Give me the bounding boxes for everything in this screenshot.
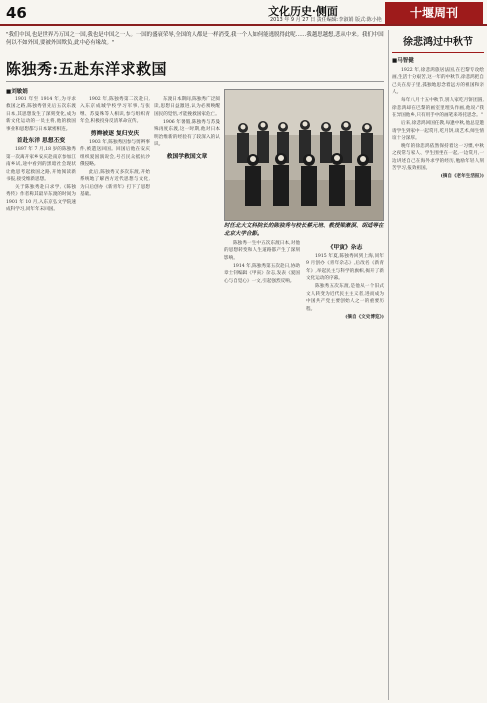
article-column-4 [224,240,300,696]
article-byline: ■刘敏娟 [6,89,28,95]
subhead: 剪辫被逐 复归安庆 [90,130,140,137]
paragraph: 陈独秀五次东渡,是他从一个旧式文人转变为近代民主主义者,进而成为中国共产党主要创始人之一的重要历程。 [306,284,384,312]
paragraph: 关于陈独秀赴日求学,《陈独秀传》作者称其最早东渡的时间为 1901 年 10 月,入东京弘文学院速成科学习,同年年末回国。 [6,184,76,213]
paragraph: 后来,徐悲鸿回国任教,每逢中秋,他总是邀请学生到家中一起赏月,吃月饼,谈艺术,师生情谊十分深厚。 [392,121,484,141]
photo-caption: 时任北大文科院长的陈独秀与校长蔡元培、教授梁漱溟、胡适等在北京大学合影。 [224,223,384,237]
sidebar-byline: ■马智健 [392,58,414,64]
sidebar-divider [388,30,389,700]
headline-rule [6,81,384,82]
group-photo [224,89,384,221]
article-column-1 [6,96,76,696]
sidebar-body [392,67,484,697]
paragraph: 陈独秀一生中五次东渡日本,对他的思想转变和人生道路都产生了深刻影响。 [224,241,300,261]
group-photo-image [225,90,384,221]
paragraph: 1915 年夏,陈独秀回到上海,同年 9 月创办《青年杂志》,后改名《新青年》,举起民主与科学的旗帜,揭开了新文化运动的序幕。 [306,254,384,282]
subhead: 救国学救国文章 [166,153,208,160]
page-number: 46 [6,4,27,22]
section-title: 文化历史·侧面 [268,5,338,18]
sidebar-title: 徐悲鸿过中秋节 [392,33,484,53]
paragraph: 1897 年 7 月,18 岁的陈独秀第一次离开家乡安庆赴南京参加江南乡试,途中看到的黑暗社会现状让他思考起救国之路,开始阅读新书报,接受维新思想。 [6,147,76,182]
paragraph: 东渡日本期间,陈独秀广泛阅读,思想日益激进,认为必须唤醒国民的觉悟,才能挽救国家危亡。 [154,97,220,117]
paragraph: 1901 年至 1914 年,为寻求救国之路,陈独秀曾先后五次东渡日本,其思想发生了深刻变化,成为新文化运动的一员主将,他的救国事业和思想都与日本紧密相连。 [6,97,76,132]
sidebar-source: (摘自《老年生活报》) [440,174,484,180]
paragraph: 1922 年,徐悲鸿旅居法国,在巴黎专攻绘画,生活十分艰苦,这一年的中秋节,徐悲鸿把自己关在房子里,孤独地思念着远方的祖国和亲人。 [392,68,484,96]
article-column-3 [154,96,220,696]
paragraph: 晚年的徐悲鸿依然保持着这一习惯,中秋之夜常与家人、学生围坐在一起,一边赏月,一边讲述自己在海外求学的经历,勉励年轻人刻苦学习,报效祖国。 [392,143,484,172]
paragraph: 每年八月十五中秋节,别人家吃月饼团圆,徐悲鸿却在巴黎的画室里埋头作画,他说:"我在异国他乡,只有用手中的画笔来寄托思念。" [392,98,484,119]
issue-info: 2013 年 9 月 27 日 责任编辑:李淑娟 版式:陈小艳 [270,17,382,23]
page-header [0,0,487,26]
article-column-5 [306,240,384,696]
subhead: 《甲寅》杂志 [327,245,363,251]
paragraph: 1903 年,陈独秀因参与剪辫事件,被遣送回国。回国后他在安庆组织爱国演说会,号召民众抵抗沙俄侵略。 [80,139,150,168]
paragraph: 此后,陈独秀又多次东渡,开始系统地了解西方近代思想与文化,为日后创办《新青年》打下了思想基础。 [80,170,150,198]
brand-badge: 十堰周刊 [385,2,483,24]
paragraph: 1906 年暑假,陈独秀与苏曼殊再度东渡,这一时期,他对日本明治维新的经验有了较深入的认识。 [154,119,220,148]
subhead: 首赴东洋 思想丕变 [16,138,66,145]
paragraph: 1914 年,陈独秀第五次赴日,协助章士钊编辑《甲寅》杂志,发表《爱国心与自觉心》一文,引起强烈反响。 [224,263,300,284]
article-headline: 陈独秀:五赴东洋求救国 [6,60,168,78]
article-column-2 [80,96,150,696]
article-source: (摘自《文史博览》) [345,314,384,320]
lead-quote: "我们中国,也是世界乃万国之一国,我也是中国之一人。一国的盛衰荣辱,全国的人都是一样消受,我一个人如何能逃脱得此呢……我越思越想,悲从中来。我们中国何以不如外国,要被外国欺负,此中必有缘故。" [6,32,384,47]
paragraph: 1902 年,陈独秀第二次赴日,入东京成城学校学习军事,与张继、苏曼殊等人相识,参与组织青年会,积极投身反清革命宣传。 [80,97,150,125]
